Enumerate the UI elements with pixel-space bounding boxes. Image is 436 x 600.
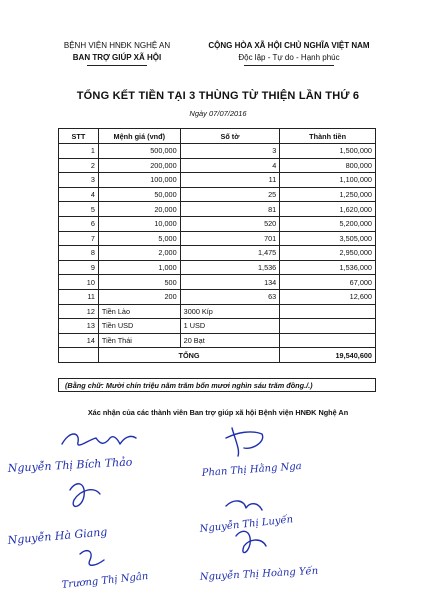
col-header-count: Số tờ — [180, 129, 280, 144]
row-denomination: 5,000 — [98, 231, 180, 246]
signature-4 — [226, 501, 262, 510]
row-stt: 14 — [59, 333, 99, 348]
col-header-denomination: Mệnh giá (vnđ) — [98, 129, 180, 144]
col-header-amount: Thành tiền — [280, 129, 376, 144]
row-currency-value: 1 USD — [180, 319, 280, 334]
confirmation-text: Xác nhận của các thành viên Ban trợ giúp xã hội Bệnh viện HNĐK Nghệ An — [87, 408, 349, 417]
org-department: BAN TRỢ GIÚP XÃ HỘI — [72, 53, 162, 62]
row-denomination: 200 — [98, 289, 180, 304]
row-count: 11 — [180, 173, 280, 188]
table-row — [59, 158, 376, 173]
total-value: 19,540,600 — [280, 348, 376, 363]
nation-header — [194, 40, 384, 64]
row-amount: 1,536,000 — [280, 260, 376, 275]
signature-3 — [70, 484, 100, 507]
row-denomination: 1,000 — [98, 260, 180, 275]
row-denomination: 200,000 — [98, 158, 180, 173]
signature-6-name: Nguyễn Thị Hoàng Yến — [199, 565, 319, 583]
row-stt: 3 — [59, 173, 99, 188]
row-denomination: 100,000 — [98, 173, 180, 188]
row-amount-empty — [280, 333, 376, 348]
signature-1 — [62, 434, 136, 445]
row-count: 520 — [180, 216, 280, 231]
row-count: 134 — [180, 275, 280, 290]
table-row — [59, 173, 376, 188]
row-currency-label: Tiền USD — [98, 319, 180, 334]
row-amount: 67,000 — [280, 275, 376, 290]
row-count: 1,475 — [180, 246, 280, 261]
signature-2-name: Phan Thị Hằng Nga — [201, 461, 303, 479]
row-stt: 12 — [59, 304, 99, 319]
org-underline — [87, 65, 147, 66]
row-amount: 3,505,000 — [280, 231, 376, 246]
document-title: TỔNG KẾT TIỀN TẠI 3 THÙNG TỪ THIỆN LẦN THỨ 6 — [76, 90, 360, 102]
nation-name: CỘNG HÒA XÃ HỘI CHỦ NGHĨA VIỆT NAM — [208, 41, 370, 50]
row-count: 63 — [180, 289, 280, 304]
document-date: Ngày 07/07/2016 — [189, 109, 247, 118]
row-amount: 5,200,000 — [280, 216, 376, 231]
row-stt: 5 — [59, 202, 99, 217]
foreign-currency-row — [59, 304, 376, 319]
summary-table — [58, 128, 376, 363]
signature-2 — [226, 428, 263, 456]
table-row — [59, 275, 376, 290]
row-amount: 1,620,000 — [280, 202, 376, 217]
signature-1-name: Nguyễn Thị Bích Thảo — [7, 455, 133, 475]
table-row — [59, 144, 376, 159]
table-row — [59, 260, 376, 275]
table-row — [59, 289, 376, 304]
table-row — [59, 231, 376, 246]
row-stt: 13 — [59, 319, 99, 334]
signature-6 — [236, 531, 266, 552]
total-label: TỔNG — [98, 348, 279, 363]
row-amount-empty — [280, 319, 376, 334]
table-header-row — [59, 129, 376, 144]
row-amount: 1,100,000 — [280, 173, 376, 188]
row-amount-empty — [280, 304, 376, 319]
signatures-area — [0, 420, 436, 600]
table-row — [59, 246, 376, 261]
amount-in-words: (Bằng chữ: Mười chín triệu năm trăm bốn mươi nghìn sáu trăm đồng./.) — [58, 378, 376, 392]
row-currency-value: 3000 Kíp — [180, 304, 280, 319]
row-stt: 2 — [59, 158, 99, 173]
row-amount: 12,600 — [280, 289, 376, 304]
row-stt: 10 — [59, 275, 99, 290]
row-stt: 4 — [59, 187, 99, 202]
nation-motto: Độc lập - Tự do - Hạnh phúc — [238, 53, 340, 62]
row-stt: 8 — [59, 246, 99, 261]
foreign-currency-row — [59, 333, 376, 348]
row-stt: 11 — [59, 289, 99, 304]
row-count: 701 — [180, 231, 280, 246]
foreign-currency-row — [59, 319, 376, 334]
row-stt: 1 — [59, 144, 99, 159]
table-row — [59, 216, 376, 231]
signature-3-name: Nguyễn Hà Giang — [7, 525, 108, 547]
row-denomination: 50,000 — [98, 187, 180, 202]
col-header-stt: STT — [59, 129, 99, 144]
org-name: BỆNH VIỆN HNĐK NGHỆ AN — [63, 41, 171, 50]
row-stt: 7 — [59, 231, 99, 246]
row-stt: 9 — [59, 260, 99, 275]
row-denomination: 20,000 — [98, 202, 180, 217]
row-currency-label: Tiền Lào — [98, 304, 180, 319]
total-row — [59, 348, 376, 363]
row-amount: 800,000 — [280, 158, 376, 173]
row-stt: 6 — [59, 216, 99, 231]
row-count: 81 — [180, 202, 280, 217]
row-amount: 2,950,000 — [280, 246, 376, 261]
signature-5-name: Trương Thị Ngân — [61, 570, 149, 591]
row-count: 1,536 — [180, 260, 280, 275]
row-amount: 1,500,000 — [280, 144, 376, 159]
row-denomination: 500,000 — [98, 144, 180, 159]
row-count: 4 — [180, 158, 280, 173]
signature-4-name: Nguyễn Thị Luyến — [199, 514, 294, 535]
table-row — [59, 202, 376, 217]
row-denomination: 2,000 — [98, 246, 180, 261]
row-count: 25 — [180, 187, 280, 202]
signature-5 — [80, 551, 104, 566]
row-currency-value: 20 Bạt — [180, 333, 280, 348]
org-header — [52, 40, 182, 64]
table-row — [59, 187, 376, 202]
row-amount: 1,250,000 — [280, 187, 376, 202]
motto-underline — [244, 65, 334, 66]
row-currency-label: Tiền Thái — [98, 333, 180, 348]
row-denomination: 10,000 — [98, 216, 180, 231]
row-denomination: 500 — [98, 275, 180, 290]
row-count: 3 — [180, 144, 280, 159]
